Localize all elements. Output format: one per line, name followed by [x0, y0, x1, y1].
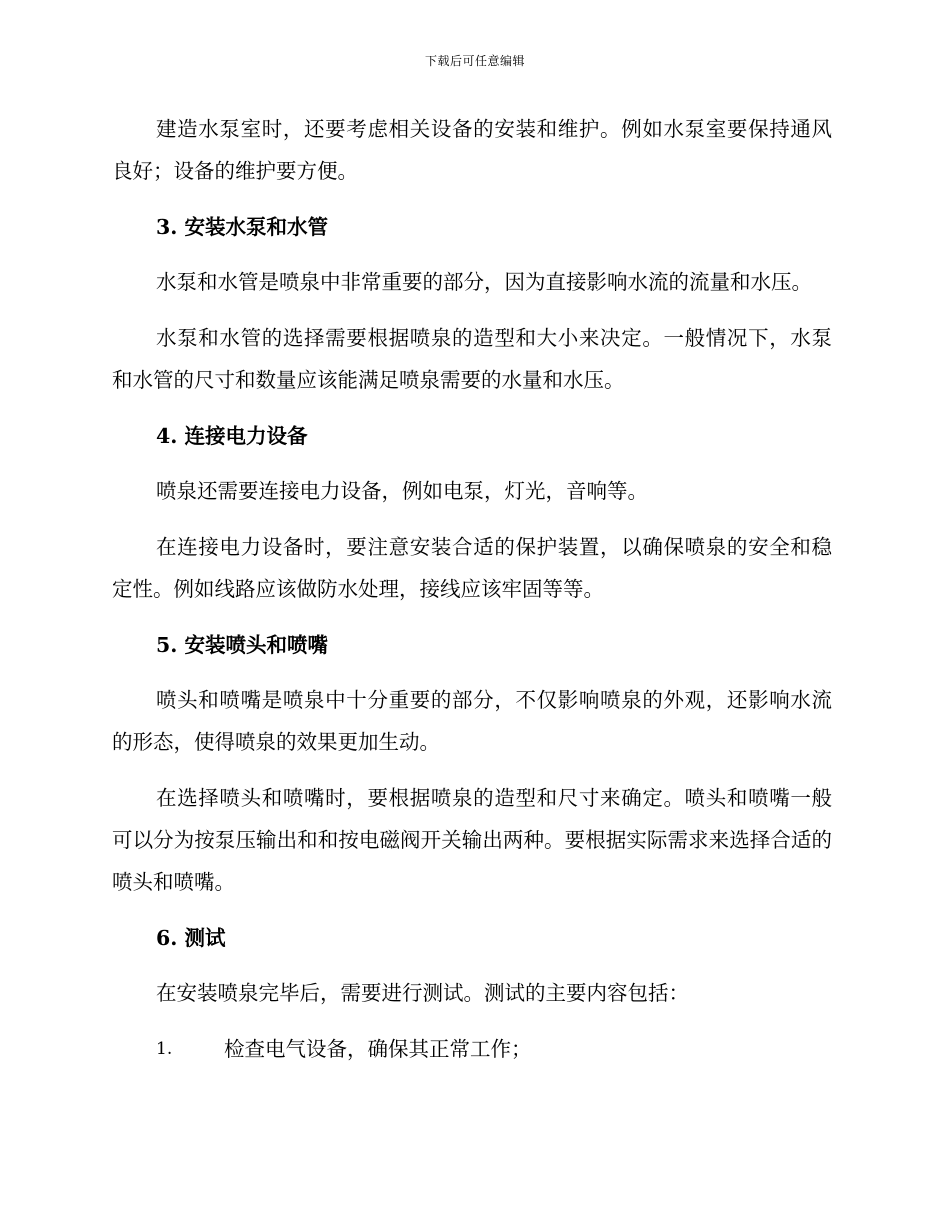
paragraph-electrical-protection: 在连接电力设备时，要注意安装合适的保护装置，以确保喷泉的安全和稳定性。例如线路应该做防水处理，接线应该牢固等等。	[112, 535, 832, 601]
paragraph-pump-selection: 水泵和水管的选择需要根据喷泉的造型和大小来决定。一般情况下，水泵和水管的尺寸和数量应该能满足喷泉需要的水量和水压。	[112, 326, 832, 392]
paragraph-nozzle-importance: 喷头和喷嘴是喷泉中十分重要的部分，不仅影响喷泉的外观，还影响水流的形态，使得喷泉的效果更加生动。	[112, 688, 832, 754]
page-header: 下载后可任意编辑	[424, 54, 525, 68]
section-heading-nozzles: 5. 安装喷头和喷嘴	[156, 633, 329, 657]
section-heading-install-pump: 3. 安装水泵和水管	[156, 215, 329, 239]
section-heading-electrical: 4. 连接电力设备	[156, 424, 308, 448]
document-body	[112, 108, 832, 1070]
paragraph-pump-importance: 水泵和水管是喷泉中非常重要的部分，因为直接影响水流的流量和水压。	[156, 270, 812, 294]
paragraph-electrical-devices: 喷泉还需要连接电力设备，例如电泵，灯光，音响等。	[156, 479, 648, 503]
paragraph-nozzle-selection: 在选择喷头和喷嘴时，要根据喷泉的造型和尺寸来确定。喷头和喷嘴一般可以分为按泵压输出和和按电磁阀开关输出两种。要根据实际需求来选择合适的喷头和喷嘴。	[112, 786, 832, 894]
list-item-number: 1.	[156, 1039, 173, 1059]
paragraph-testing-intro: 在安装喷泉完毕后，需要进行测试。测试的主要内容包括：	[156, 981, 689, 1005]
section-heading-testing: 6. 测试	[156, 926, 226, 950]
list-item	[112, 1028, 832, 1070]
paragraph-pump-room-maintenance: 建造水泵室时，还要考虑相关设备的安装和维护。例如水泵室要保持通风良好；设备的维护要方便。	[112, 117, 832, 183]
list-item-text: 检查电气设备，确保其正常工作；	[224, 1037, 532, 1061]
